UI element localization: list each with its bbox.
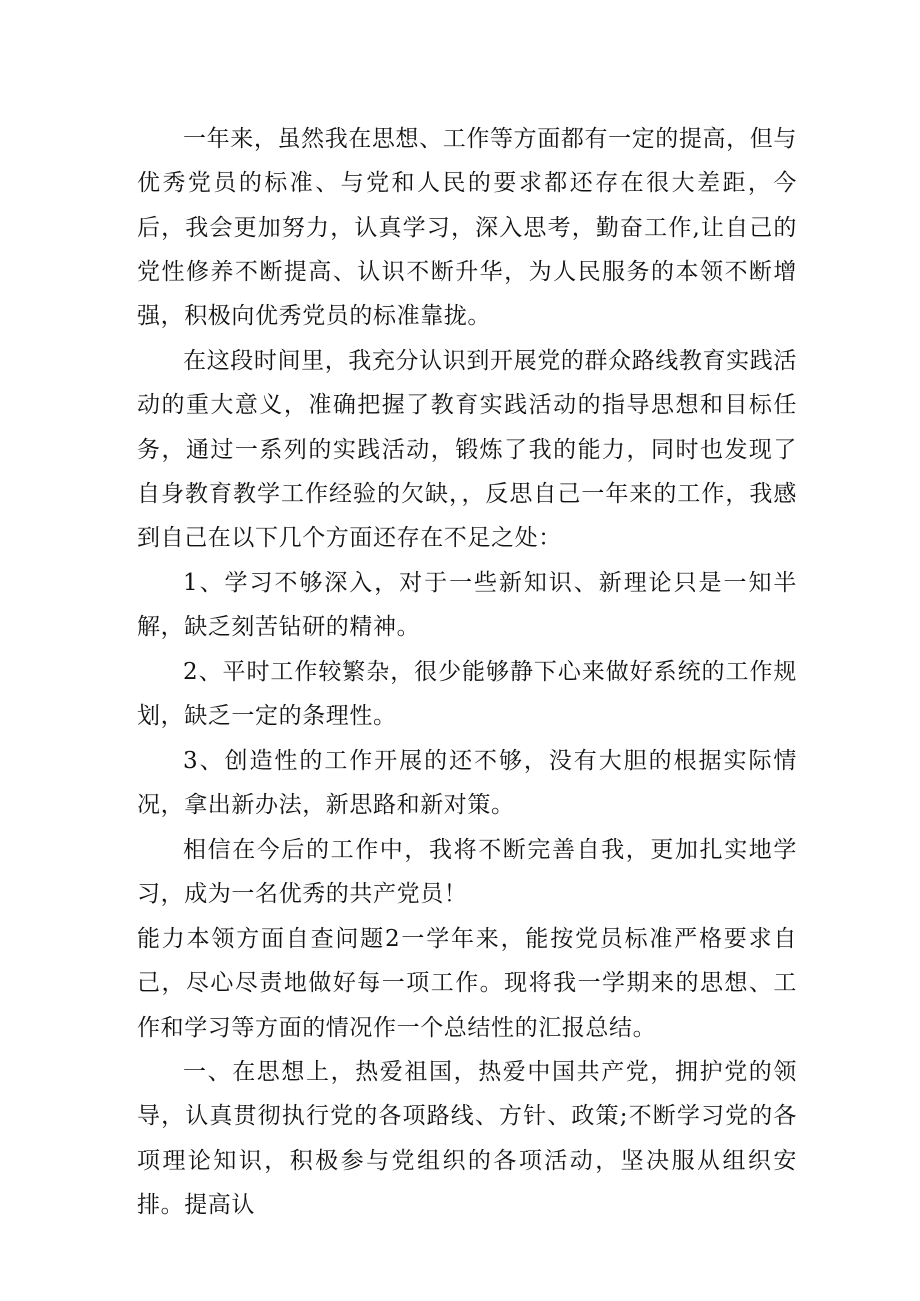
paragraph-8: 一、在思想上，热爱祖国，热爱中国共产党，拥护党的领导，认真贯彻执行党的各项路线、方针、政策;不断学习党的各项理论知识，积极参与党组织的各项活动，坚决服从组织安排。提高认: [137, 1059, 797, 1218]
paragraph-issue-3: [137, 739, 797, 828]
paragraph-reflection: [137, 339, 797, 560]
paragraph-1: 一年来，虽然我在思想、工作等方面都有一定的提高，但与优秀党员的标准、与党和人民的要求都还存在很大差距，今后，我会更加努力，认真学习，深入思考，勤奋工作,让自己的党性修养不断提高、认识不断升华，为人民服务的本领不断增强，积极向优秀党员的标准靠拢。: [137, 126, 797, 330]
paragraph-4: 2、平时工作较繁杂，很少能够静下心来做好系统的工作规划，缺乏一定的条理性。: [137, 659, 797, 730]
paragraph-7: 能力本领方面自查问题2一学年来，能按党员标准严格要求自己，尽心尽责地做好每一项工作。现将我一学期来的思想、工作和学习等方面的情况作一个总结性的汇报总结。: [137, 926, 797, 1041]
paragraph-3: 1、学习不够深入，对于一些新知识、新理论只是一知半解，缺乏刻苦钻研的精神。: [137, 570, 797, 641]
paragraph-6: 相信在今后的工作中，我将不断完善自我，更加扎实地学习，成为一名优秀的共产党员！: [137, 837, 797, 908]
paragraph-5: 3、创造性的工作开展的还不够，没有大胆的根据实际情况，拿出新办法，新思路和新对策。: [137, 748, 797, 819]
paragraph-self-check-2: [137, 917, 797, 1050]
paragraph-2: 在这段时间里，我充分认识到开展党的群众路线教育实践活动的重大意义，准确把握了教育实践活动的指导思想和目标任务，通过一系列的实践活动，锻炼了我的能力，同时也发现了自身教育教学工作经验的欠缺，，反思自己一年来的工作，我感到自己在以下几个方面还存在不足之处：: [137, 348, 797, 552]
paragraph-issue-2: [137, 650, 797, 739]
paragraph-thought: [137, 1050, 797, 1227]
paragraph-conclusion: [137, 828, 797, 917]
paragraph-issue-1: [137, 561, 797, 650]
paragraph-progress-summary: [137, 117, 797, 338]
